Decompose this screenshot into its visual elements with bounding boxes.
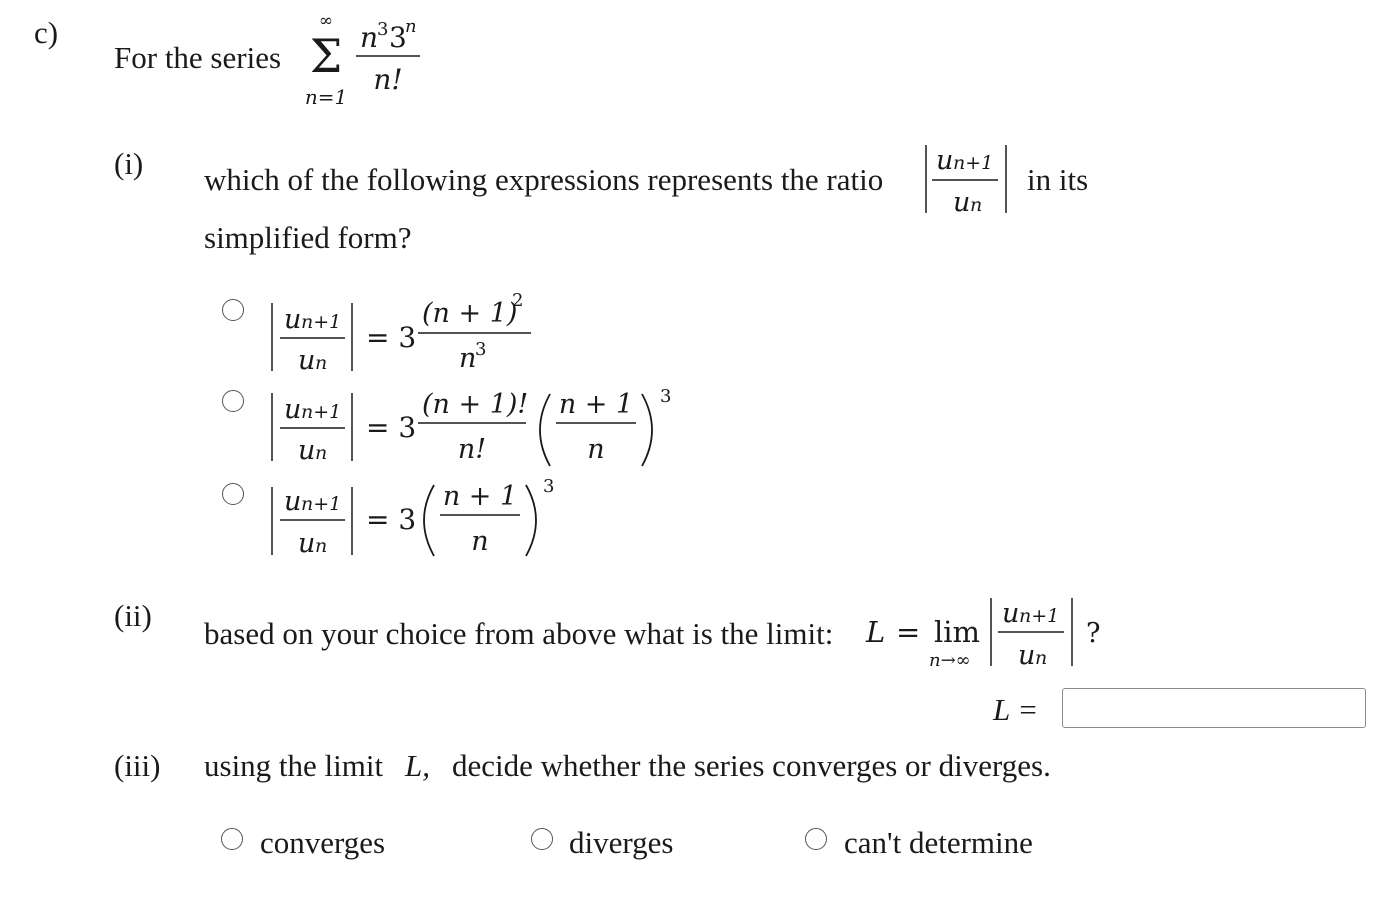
series-num-n: n xyxy=(360,21,379,54)
option-1-expression xyxy=(272,290,531,376)
converges-radio[interactable] xyxy=(221,828,243,850)
svg-text:3: 3 xyxy=(475,339,487,360)
svg-text:n: n xyxy=(459,343,477,374)
sum-upper-limit: ∞ xyxy=(318,11,334,31)
svg-text:n+1: n+1 xyxy=(301,311,342,333)
q1-label: (i) xyxy=(114,146,144,181)
series-num-exp3: 3 xyxy=(377,19,389,40)
svg-text:u: u xyxy=(298,435,316,466)
diverges-radio[interactable] xyxy=(531,828,553,850)
svg-text:= 3: = 3 xyxy=(366,321,417,354)
limit-answer-input[interactable] xyxy=(1062,688,1366,728)
q3-L: L, xyxy=(405,748,430,783)
svg-text:L: L xyxy=(866,615,886,649)
series-expression xyxy=(305,11,420,109)
svg-text:n: n xyxy=(315,442,328,464)
q2-label: (ii) xyxy=(114,598,152,633)
svg-text:u: u xyxy=(1002,598,1020,629)
svg-text:n + 1: n + 1 xyxy=(558,389,634,420)
converges-label: converges xyxy=(260,825,386,860)
q1-text-line2: simplified form? xyxy=(204,220,412,255)
cant-determine-radio[interactable] xyxy=(805,828,827,850)
q3-text-after: decide whether the series converges or diverges. xyxy=(452,748,1051,783)
svg-text:lim: lim xyxy=(934,615,981,649)
svg-text:n: n xyxy=(471,526,489,557)
svg-text:u: u xyxy=(936,145,954,176)
svg-text:3: 3 xyxy=(660,386,672,407)
cant-determine-label: can't determine xyxy=(844,825,1033,860)
svg-text:n: n xyxy=(1035,647,1048,669)
series-num-3: 3 xyxy=(389,21,407,54)
answer-label: L = xyxy=(993,692,1039,727)
svg-text:n→∞: n→∞ xyxy=(929,650,971,671)
sum-lower-limit: n=1 xyxy=(304,85,348,109)
svg-text:n: n xyxy=(315,535,328,557)
limit-expression xyxy=(865,598,1100,671)
svg-text:(n + 1)!: (n + 1)! xyxy=(422,389,529,420)
svg-text:u: u xyxy=(298,345,316,376)
svg-text:n: n xyxy=(587,434,605,465)
part-label: c) xyxy=(34,15,59,50)
svg-text:(n + 1): (n + 1) xyxy=(422,298,518,329)
option-2-radio[interactable] xyxy=(222,390,244,412)
svg-text:?: ? xyxy=(1086,618,1101,649)
svg-text:n+1: n+1 xyxy=(301,401,342,423)
svg-text:= 3: = 3 xyxy=(366,411,417,444)
svg-text:3: 3 xyxy=(543,476,555,497)
svg-text:u: u xyxy=(284,486,302,517)
q2-text: based on your choice from above what is the limit: xyxy=(204,616,834,651)
intro-text: For the series xyxy=(114,40,282,75)
svg-text:u: u xyxy=(298,528,316,559)
svg-text:n + 1: n + 1 xyxy=(442,481,518,512)
q1-text-after: in its xyxy=(1027,162,1089,197)
q3-label: (iii) xyxy=(114,748,161,783)
svg-text:u: u xyxy=(284,394,302,425)
svg-text:n+1: n+1 xyxy=(301,493,342,515)
svg-text:2: 2 xyxy=(512,290,524,311)
svg-text:=: = xyxy=(896,615,921,649)
svg-text:u: u xyxy=(1018,640,1036,671)
svg-text:u: u xyxy=(284,304,302,335)
q3-text-before: using the limit xyxy=(204,748,384,783)
option-2-expression xyxy=(272,386,671,466)
svg-text:n+1: n+1 xyxy=(953,152,994,174)
sigma-symbol: Σ xyxy=(309,29,343,83)
svg-text:= 3: = 3 xyxy=(366,503,417,536)
series-num-expn: n xyxy=(405,16,417,37)
q1-text: which of the following expressions represents the ratio xyxy=(204,162,884,197)
series-den: n! xyxy=(373,63,403,96)
svg-text:n: n xyxy=(315,352,328,374)
svg-text:u: u xyxy=(953,187,971,218)
svg-text:n!: n! xyxy=(457,434,487,465)
option-3-radio[interactable] xyxy=(222,483,244,505)
ratio-expression xyxy=(926,145,1006,218)
diverges-label: diverges xyxy=(569,825,674,860)
svg-text:n: n xyxy=(970,194,983,216)
svg-text:n+1: n+1 xyxy=(1019,605,1060,627)
option-3-expression xyxy=(272,476,554,559)
option-1-radio[interactable] xyxy=(222,299,244,321)
